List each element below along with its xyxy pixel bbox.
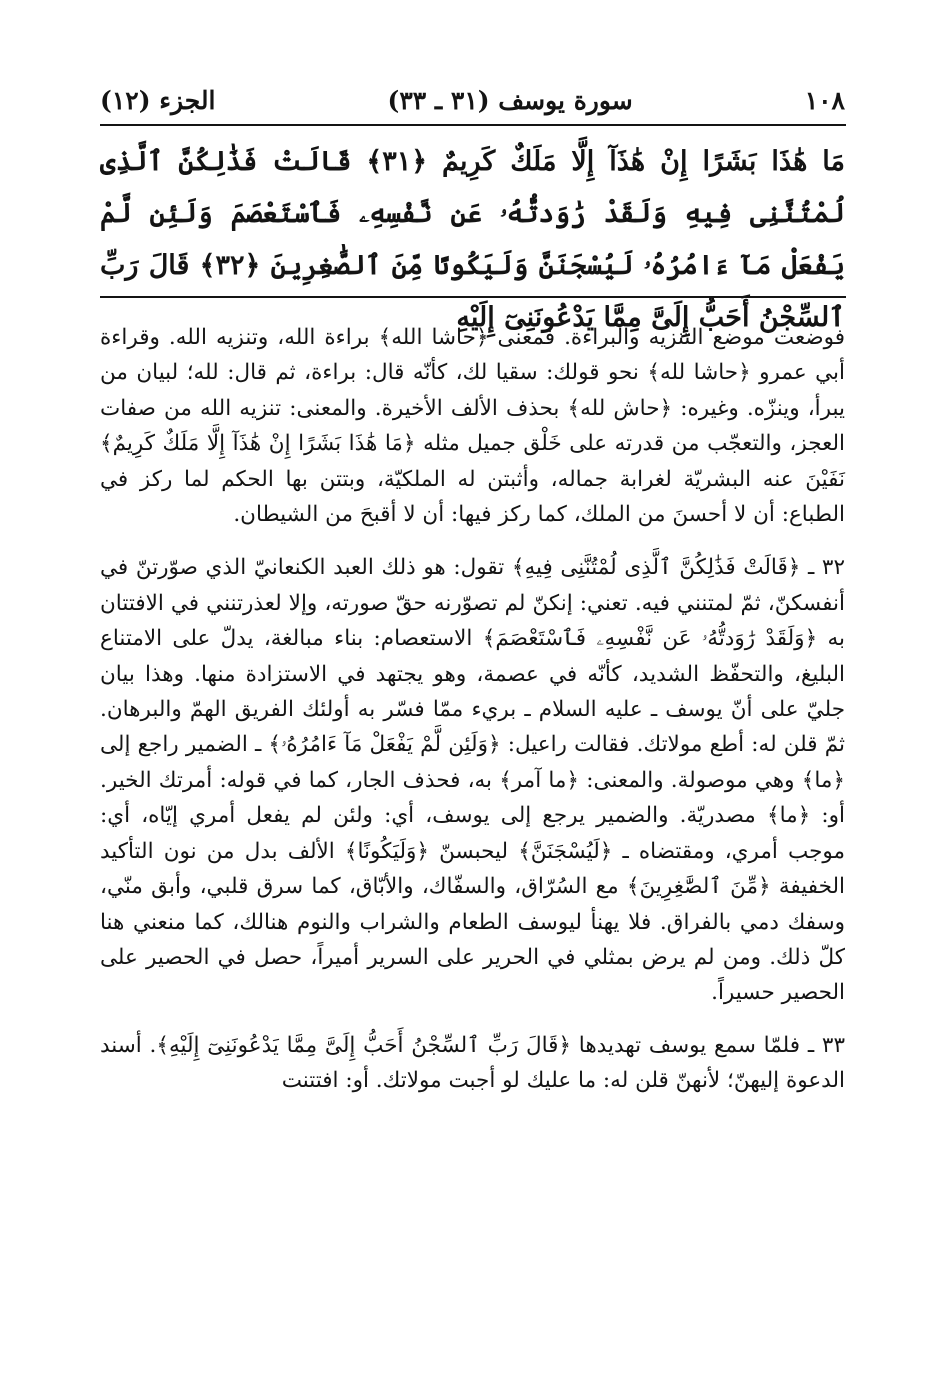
header-divider (100, 124, 846, 126)
juz-label: الجزء (١٢) (100, 85, 216, 115)
page-header (100, 80, 845, 120)
surah-title: سورة يوسف (٣١ ـ ٣٣) (387, 85, 633, 115)
quran-verses: مَا هَٰذَا بَشَرًا إِنْ هَٰذَآ إِلَّا مَلَكٌ كَرِيمٌ ﴿٣١﴾ قَالَتْ فَذَٰلِكُنَّ ٱلَّذِى لُمْتُنَّنِى فِيهِ وَلَقَدْ رَٰوَدتُّهُۥ عَن نَّفْسِهِۦ فَٱسْتَعْصَمَ وَلَئِن لَّمْ يَفْعَلْ مَآ ءَامُرُهُۥ لَيُسْجَنَنَّ وَلَيَكُونًا مِّنَ ٱلصَّٰغِرِينَ ﴿٣٢﴾ قَالَ رَبِّ ٱلسِّجْنُ أَحَبُّ إِلَىَّ مِمَّا يَدْعُونَنِىٓ إِلَيْهِ (100, 146, 846, 333)
commentary-paragraph: فوضعت موضع التنزيه والبراءة. فمعنى ﴿حاشا الله﴾ براءة الله، وتنزيه الله. وقراءة أبي عمرو ﴿حاشا لله﴾ نحو قولك: سقيا لك، كأنّه قال: براءة، ثم قال: لله؛ لبيان من يبرأ، وينزّه. وغيره: ﴿حاش لله﴾ بحذف الألف الأخيرة. والمعنى: تنزيه الله من صفات العجز، والتعجّب من قدرته على خَلْق جميل مثله ﴿مَا هَٰذَا بَشَرًا إِنْ هَٰذَآ إِلَّا مَلَكٌ كَرِيمٌ﴾ نَفَيْنَ عنه البشريّة لغرابة جماله، وأثبتن له الملكيّة، وبتتن بها الحكم لما ركز في الطباع: أن لا أحسنَ من الملك، كما ركز فيها: أن لا أقبحَ من الشيطان. (100, 325, 845, 528)
page-number: ١٠٨ (804, 85, 845, 115)
commentary (100, 320, 845, 1116)
commentary-paragraph: ٣٣ ـ فلمّا سمع يوسف تهديدها ﴿قَالَ رَبِّ ٱلسِّجْنُ أَحَبُّ إِلَىَّ مِمَّا يَدْعُونَنِىٓ إِلَيْهِ﴾. أسند الدعوة إليهنّ؛ لأنهنّ قلن له: ما عليك لو أجبت مولاتك. أو: افتتنت (100, 1032, 846, 1094)
verses-divider (100, 296, 846, 298)
commentary-paragraph: ٣٢ ـ ﴿قَالَتْ فَذَٰلِكُنَّ ٱلَّذِى لُمْتُنَّنِى فِيهِ﴾ تقول: هو ذلك العبد الكنعانيّ الذي صوّرتنّ في أنفسكنّ، ثمّ لمتنني فيه. تعني: إنكنّ لم تصوّرنه حقّ صورته، وإلا لعذرتنني في الافتتان به ﴿وَلَقَدْ رَٰوَدتُّهُۥ عَن نَّفْسِهِۦ فَٱسْتَعْصَمَ﴾ الاستعصام: بناء مبالغة، يدلّ على الامتناع البليغ، والتحفّظ الشديد، كأنّه في عصمة، وهو يجتهد في الاستزادة منها. وهذا بيان جليّ على أنّ يوسف ـ عليه السلام ـ بريء ممّا فسّر به أولئك الفريق الهمّ والبرهان. ثمّ قلن له: أطع مولاتك. فقالت راعيل: ﴿وَلَئِن لَّمْ يَفْعَلْ مَآ ءَامُرُهُۥ﴾ ـ الضمير راجع إلى ﴿ما﴾ وهي موصولة. والمعنى: ﴿ما آمر﴾ به، فحذف الجار، كما في قوله: أمرتك الخير. أو: ﴿ما﴾ مصدريّة. والضمير يرجع إلى يوسف، أي: ولئن لم يفعل أمري إيّاه، أي: موجب أمري، ومقتضاه ـ ﴿لَيُسْجَنَنَّ﴾ ليحبسنّ ﴿وَلَيَكُونًا﴾ الألف بدل من نون التأكيد الخفيفة ﴿مِّنَ ٱلصَّٰغِرِينَ﴾ مع السُرّاق، والسفّاك، والأبّاق، كما سرق قلبي، وأبق منّي، وسفك دمي بالفراق. فلا يهنأ ليوسف الطعام والشراب والنوم هنالك، كما منعني هنا كلّ ذلك. ومن لم يرض بمثلي في الحرير على السرير أميراً، حصل في الحصير على الحصير حسيراً. (100, 555, 845, 1006)
